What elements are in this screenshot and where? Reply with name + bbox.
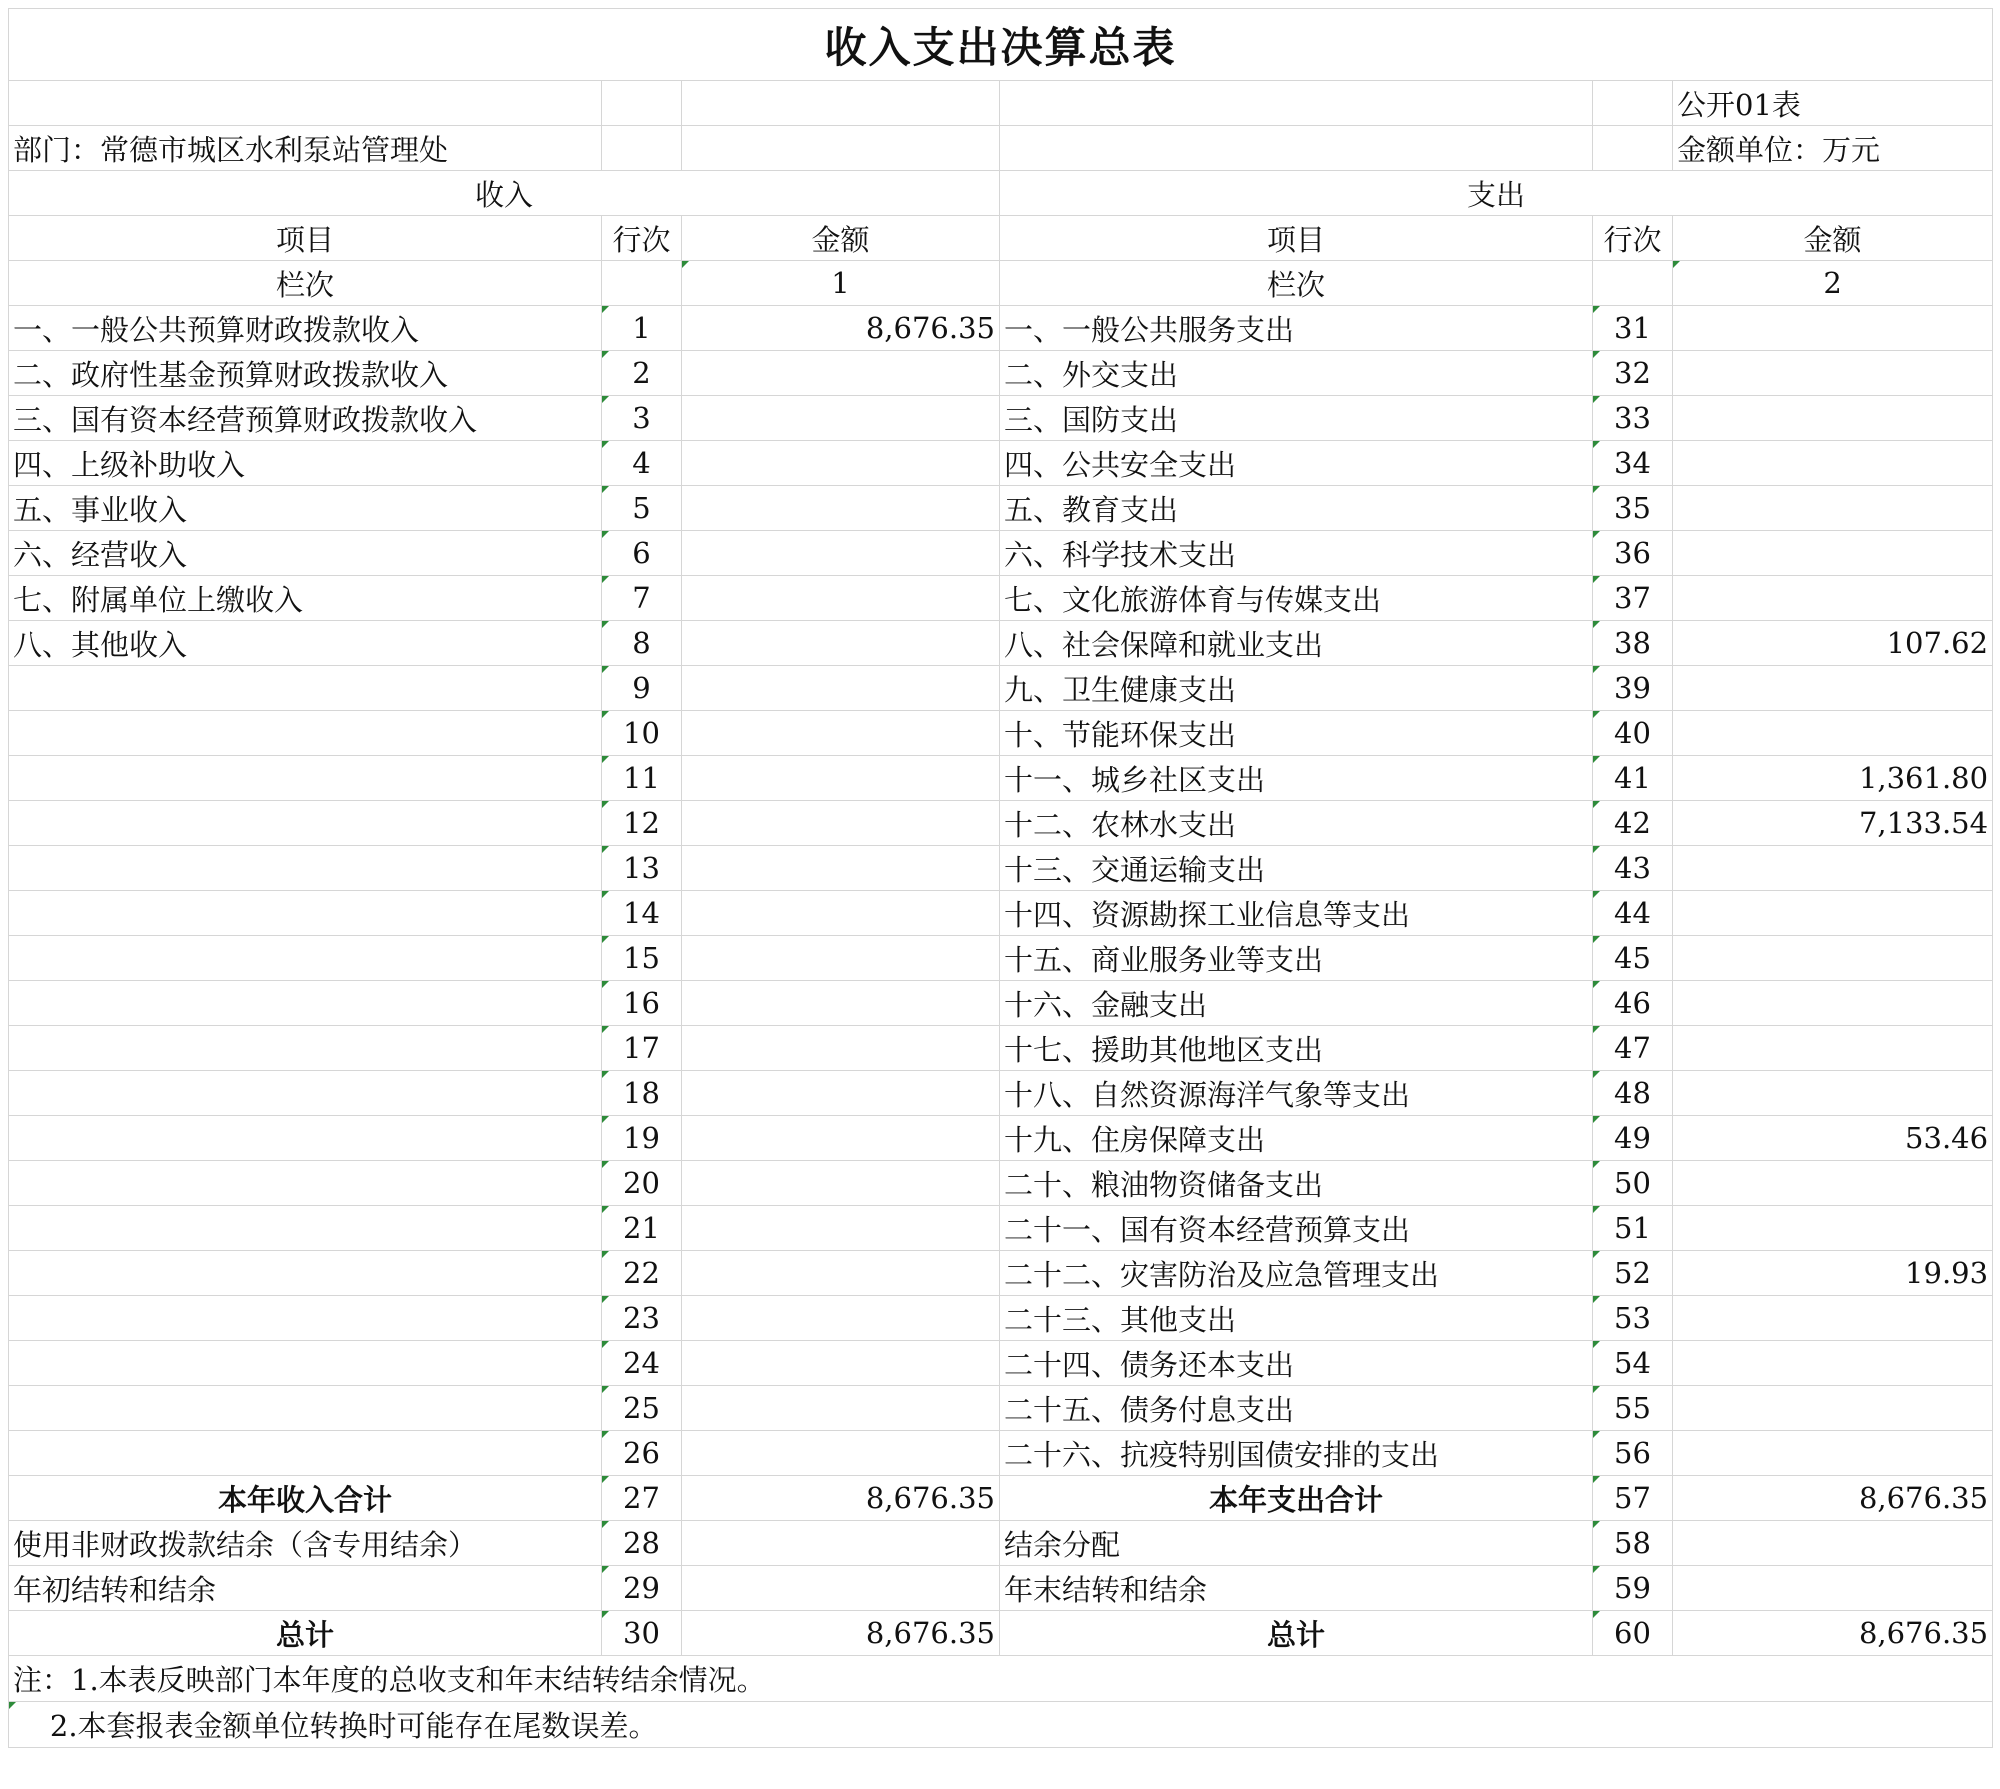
table-row [9,1341,1993,1386]
table-row [9,891,1993,936]
expense-amount-cell: 19.93 [1673,1251,1993,1296]
expense-rowno-cell: 40 [1593,711,1673,756]
expense-amount-cell [1673,486,1993,531]
income-item-cell: 总计 [9,1611,602,1656]
note-line: 注：1.本表反映部门本年度的总收支和年末结转结余情况。 [9,1656,1993,1702]
expense-amount-cell: 107.62 [1673,621,1993,666]
income-rowno-cell: 9 [602,666,682,711]
income-amount-cell [682,486,1000,531]
income-amount-cell [682,1161,1000,1206]
expense-amount-cell: 8,676.35 [1673,1476,1993,1521]
table-row [9,576,1993,621]
income-item-cell [9,666,602,711]
expense-amount-cell [1673,1431,1993,1476]
income-amount-cell [682,576,1000,621]
income-item-cell: 使用非财政拨款结余（含专用结余） [9,1521,602,1566]
expense-item-cell: 十九、住房保障支出 [1000,1116,1593,1161]
expense-rowno-cell: 39 [1593,666,1673,711]
income-amount-cell [682,846,1000,891]
income-amount-cell [682,531,1000,576]
expense-item-cell: 一、一般公共服务支出 [1000,306,1593,351]
expense-rowno-cell: 51 [1593,1206,1673,1251]
table-row [9,441,1993,486]
expense-rowno-cell: 57 [1593,1476,1673,1521]
income-amount-cell [682,936,1000,981]
table-row [9,846,1993,891]
table-row [9,621,1993,666]
expense-item-cell: 本年支出合计 [1000,1476,1593,1521]
table-row [9,531,1993,576]
expense-amount-cell [1673,666,1993,711]
expense-rowno-cell: 35 [1593,486,1673,531]
income-item-cell [9,1071,602,1116]
income-item-cell: 八、其他收入 [9,621,602,666]
income-amount-cell [682,396,1000,441]
income-rowno-cell: 16 [602,981,682,1026]
income-column-label: 栏次 [9,261,602,306]
income-item-cell: 六、经营收入 [9,531,602,576]
income-amount-cell [682,1386,1000,1431]
expense-rowno-cell: 44 [1593,891,1673,936]
unit-label: 金额单位：万元 [1673,126,1993,171]
income-rowno-cell: 2 [602,351,682,396]
income-rowno-cell: 27 [602,1476,682,1521]
income-rowno-cell: 8 [602,621,682,666]
income-rowno-cell: 29 [602,1566,682,1611]
expense-item-cell: 二十二、灾害防治及应急管理支出 [1000,1251,1593,1296]
income-item-cell: 二、政府性基金预算财政拨款收入 [9,351,602,396]
expense-amount-cell [1673,936,1993,981]
table-row [9,1386,1993,1431]
income-item-cell [9,891,602,936]
expense-rowno-cell: 42 [1593,801,1673,846]
expense-amount-cell [1673,1296,1993,1341]
expense-item-cell: 十五、商业服务业等支出 [1000,936,1593,981]
table-row [9,1071,1993,1116]
income-item-cell [9,1026,602,1071]
expense-amount-cell [1673,1386,1993,1431]
income-amount-cell [682,891,1000,936]
expense-item-cell: 结余分配 [1000,1521,1593,1566]
expense-amount-cell [1673,1026,1993,1071]
expense-rowno-cell: 50 [1593,1161,1673,1206]
expense-item-cell: 十一、城乡社区支出 [1000,756,1593,801]
expense-amount-cell [1673,351,1993,396]
income-rowno-cell: 6 [602,531,682,576]
income-amount-cell [682,1521,1000,1566]
table-row [9,1431,1993,1476]
table-row [9,486,1993,531]
income-item-cell: 五、事业收入 [9,486,602,531]
expense-item-cell: 六、科学技术支出 [1000,531,1593,576]
income-amount-cell: 8,676.35 [682,306,1000,351]
expense-rowno-header: 行次 [1593,216,1673,261]
expense-item-cell: 十三、交通运输支出 [1000,846,1593,891]
income-rowno-cell: 25 [602,1386,682,1431]
expense-amount-cell [1673,1161,1993,1206]
expense-item-cell: 总计 [1000,1611,1593,1656]
income-item-cell: 七、附属单位上缴收入 [9,576,602,621]
income-amount-cell: 8,676.35 [682,1611,1000,1656]
expense-amount-cell [1673,396,1993,441]
income-amount-cell [682,666,1000,711]
income-item-cell [9,1116,602,1161]
expense-rowno-cell: 55 [1593,1386,1673,1431]
expense-rowno-cell: 54 [1593,1341,1673,1386]
expense-rowno-cell: 45 [1593,936,1673,981]
income-amount-cell [682,351,1000,396]
income-rowno-cell: 21 [602,1206,682,1251]
income-rowno-cell: 15 [602,936,682,981]
table-row [9,1611,1993,1656]
expense-column-number: 2 [1673,261,1993,306]
expense-rowno-cell: 47 [1593,1026,1673,1071]
income-rowno-cell: 22 [602,1251,682,1296]
expense-rowno-cell: 60 [1593,1611,1673,1656]
income-item-cell: 四、上级补助收入 [9,441,602,486]
income-amount-cell [682,441,1000,486]
income-item-cell [9,756,602,801]
income-amount-cell [682,1116,1000,1161]
income-column-number: 1 [682,261,1000,306]
department-label: 部门：常德市城区水利泵站管理处 [9,126,602,171]
income-amount-cell [682,711,1000,756]
income-item-cell [9,1386,602,1431]
expense-item-cell: 二十五、债务付息支出 [1000,1386,1593,1431]
income-rowno-cell: 30 [602,1611,682,1656]
expense-amount-cell [1673,576,1993,621]
income-amount-cell [682,801,1000,846]
table-row [9,711,1993,756]
income-rowno-cell: 18 [602,1071,682,1116]
income-amount-cell [682,1296,1000,1341]
income-item-cell [9,801,602,846]
expense-item-cell: 年末结转和结余 [1000,1566,1593,1611]
income-rowno-cell: 14 [602,891,682,936]
expense-amount-cell [1673,1341,1993,1386]
table-row [9,351,1993,396]
expense-rowno-cell: 49 [1593,1116,1673,1161]
income-item-cell [9,1161,602,1206]
income-rowno-cell: 28 [602,1521,682,1566]
expense-section-header: 支出 [1000,171,1993,216]
income-rowno-cell: 19 [602,1116,682,1161]
income-item-cell [9,1206,602,1251]
expense-item-cell: 二十一、国有资本经营预算支出 [1000,1206,1593,1251]
expense-amount-cell: 53.46 [1673,1116,1993,1161]
expense-rowno-cell: 38 [1593,621,1673,666]
expense-rowno-cell: 31 [1593,306,1673,351]
expense-rowno-cell: 53 [1593,1296,1673,1341]
income-rowno-cell: 3 [602,396,682,441]
income-rowno-cell: 5 [602,486,682,531]
expense-amount-cell: 7,133.54 [1673,801,1993,846]
income-rowno-header: 行次 [602,216,682,261]
income-rowno-cell: 4 [602,441,682,486]
expense-rowno-cell: 59 [1593,1566,1673,1611]
note-line: 2.本套报表金额单位转换时可能存在尾数误差。 [9,1702,1993,1748]
expense-item-cell: 七、文化旅游体育与传媒支出 [1000,576,1593,621]
expense-amount-cell [1673,1566,1993,1611]
expense-item-cell: 八、社会保障和就业支出 [1000,621,1593,666]
table-row [9,1026,1993,1071]
table-row [9,801,1993,846]
expense-amount-header: 金额 [1673,216,1993,261]
table-row [9,306,1993,351]
expense-amount-cell [1673,891,1993,936]
income-amount-cell [682,1071,1000,1116]
table-row [9,1206,1993,1251]
expense-rowno-cell: 43 [1593,846,1673,891]
income-rowno-cell: 12 [602,801,682,846]
expense-item-cell: 二十、粮油物资储备支出 [1000,1161,1593,1206]
expense-amount-cell [1673,1206,1993,1251]
expense-item-cell: 十、节能环保支出 [1000,711,1593,756]
table-row [9,1521,1993,1566]
income-amount-cell [682,1341,1000,1386]
income-item-cell [9,1251,602,1296]
table-row [9,1161,1993,1206]
expense-rowno-cell: 52 [1593,1251,1673,1296]
expense-amount-cell [1673,711,1993,756]
table-row [9,756,1993,801]
income-rowno-cell: 20 [602,1161,682,1206]
income-rowno-cell: 10 [602,711,682,756]
expense-rowno-cell: 41 [1593,756,1673,801]
expense-amount-cell [1673,1521,1993,1566]
income-item-cell [9,1341,602,1386]
expense-item-cell: 二十三、其他支出 [1000,1296,1593,1341]
income-rowno-cell: 23 [602,1296,682,1341]
income-rowno-cell: 24 [602,1341,682,1386]
income-amount-cell [682,621,1000,666]
income-amount-cell: 8,676.35 [682,1476,1000,1521]
expense-amount-cell: 1,361.80 [1673,756,1993,801]
table-row [9,1116,1993,1161]
expense-item-cell: 五、教育支出 [1000,486,1593,531]
expense-amount-cell: 8,676.35 [1673,1611,1993,1656]
table-row [9,666,1993,711]
expense-column-label: 栏次 [1000,261,1593,306]
expense-amount-cell [1673,846,1993,891]
table-row [9,396,1993,441]
income-rowno-cell: 11 [602,756,682,801]
income-amount-header: 金额 [682,216,1000,261]
expense-item-cell: 二十六、抗疫特别国债安排的支出 [1000,1431,1593,1476]
expense-item-header: 项目 [1000,216,1593,261]
table-row [9,1251,1993,1296]
income-item-cell [9,981,602,1026]
expense-item-cell: 十四、资源勘探工业信息等支出 [1000,891,1593,936]
income-item-cell: 一、一般公共预算财政拨款收入 [9,306,602,351]
expense-rowno-cell: 46 [1593,981,1673,1026]
expense-item-cell: 四、公共安全支出 [1000,441,1593,486]
expense-amount-cell [1673,1071,1993,1116]
expense-item-cell: 十六、金融支出 [1000,981,1593,1026]
income-item-cell [9,711,602,756]
income-item-cell: 本年收入合计 [9,1476,602,1521]
expense-rowno-cell: 37 [1593,576,1673,621]
income-amount-cell [682,1566,1000,1611]
income-amount-cell [682,981,1000,1026]
income-section-header: 收入 [9,171,1000,216]
table-row [9,1566,1993,1611]
expense-amount-cell [1673,981,1993,1026]
expense-rowno-cell: 36 [1593,531,1673,576]
expense-rowno-cell: 33 [1593,396,1673,441]
income-item-cell [9,1296,602,1341]
income-item-cell [9,936,602,981]
income-amount-cell [682,1251,1000,1296]
income-amount-cell [682,1026,1000,1071]
expense-item-cell: 十八、自然资源海洋气象等支出 [1000,1071,1593,1116]
income-expense-table [8,8,1993,1748]
expense-rowno-cell: 58 [1593,1521,1673,1566]
expense-amount-cell [1673,531,1993,576]
expense-item-cell: 十二、农林水支出 [1000,801,1593,846]
income-rowno-cell: 1 [602,306,682,351]
expense-item-cell: 九、卫生健康支出 [1000,666,1593,711]
expense-rowno-cell: 48 [1593,1071,1673,1116]
table-row [9,936,1993,981]
income-item-cell [9,846,602,891]
income-amount-cell [682,1431,1000,1476]
expense-item-cell: 二、外交支出 [1000,351,1593,396]
income-item-cell: 三、国有资本经营预算财政拨款收入 [9,396,602,441]
form-code: 公开01表 [1673,81,1993,126]
expense-item-cell: 二十四、债务还本支出 [1000,1341,1593,1386]
income-rowno-cell: 7 [602,576,682,621]
expense-amount-cell [1673,306,1993,351]
income-amount-cell [682,756,1000,801]
expense-rowno-cell: 56 [1593,1431,1673,1476]
expense-rowno-cell: 32 [1593,351,1673,396]
income-amount-cell [682,1206,1000,1251]
income-item-cell [9,1431,602,1476]
income-rowno-cell: 17 [602,1026,682,1071]
expense-rowno-cell: 34 [1593,441,1673,486]
income-item-cell: 年初结转和结余 [9,1566,602,1611]
page-title: 收入支出决算总表 [9,9,1993,81]
expense-item-cell: 十七、援助其他地区支出 [1000,1026,1593,1071]
report-sheet [8,8,1992,1748]
expense-item-cell: 三、国防支出 [1000,396,1593,441]
income-item-header: 项目 [9,216,602,261]
table-row [9,981,1993,1026]
income-rowno-cell: 13 [602,846,682,891]
table-row [9,1476,1993,1521]
expense-amount-cell [1673,441,1993,486]
table-row [9,1296,1993,1341]
income-rowno-cell: 26 [602,1431,682,1476]
